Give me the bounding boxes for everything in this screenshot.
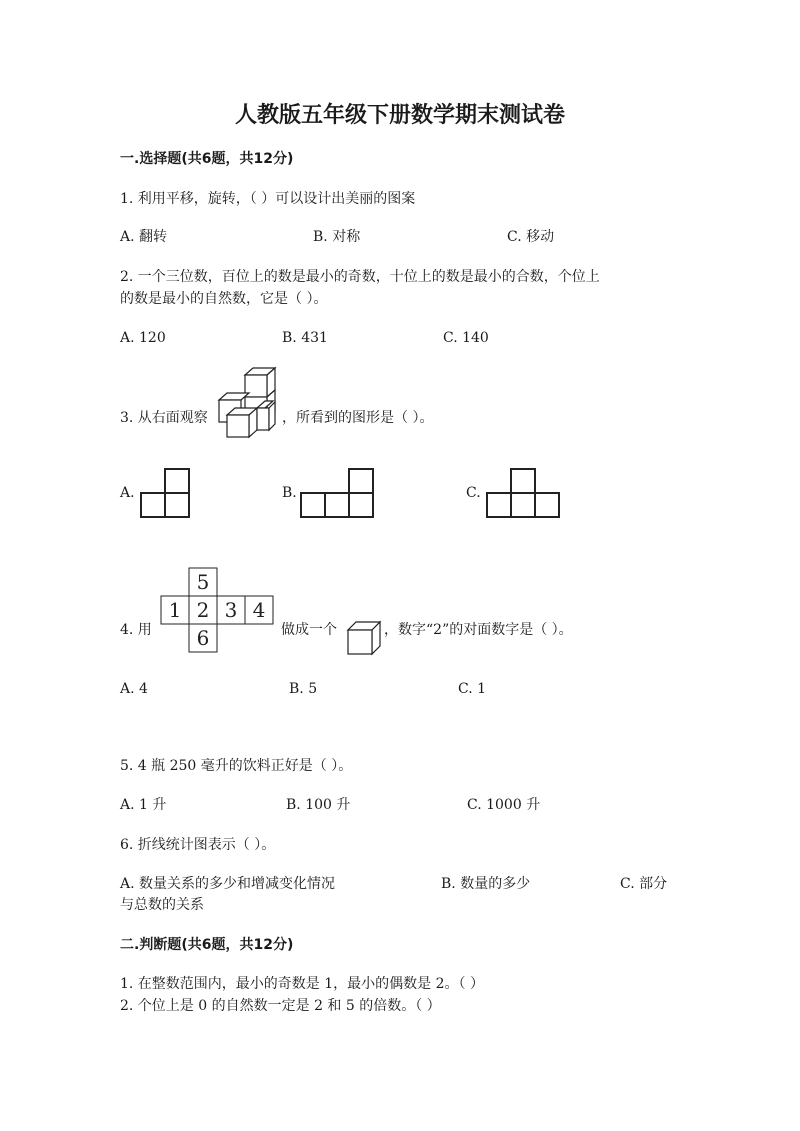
q3-option-c-label: C. [466,485,481,501]
q3-option-b-figure [300,468,376,520]
question-5-text: 5. 4 瓶 250 毫升的饮料正好是（ ）。 [120,758,353,774]
question-4-middle: 做成一个 [281,622,337,638]
q3-option-a-label: A. [120,485,135,501]
q3-option-a-figure [140,468,192,520]
q1-option-c: C. 移动 [507,229,555,245]
net-number-2: 2 [196,598,210,622]
q6-option-a: A. 数量关系的多少和增减变化情况 [120,876,336,892]
question-3-suffix: ，所看到的图形是（ ）。 [282,410,434,426]
q5-option-a: A. 1 升 [120,797,167,813]
q1-option-a: A. 翻转 [120,229,168,245]
net-number-1: 1 [168,598,182,622]
q4-option-b: B. 5 [289,681,318,697]
q2-option-a: A. 120 [120,330,166,346]
net-number-4: 4 [252,598,266,622]
question-4-suffix: ，数字“2”的对面数字是（ ）。 [384,622,573,638]
q3-cube-stack-figure [217,367,279,445]
q5-option-c: C. 1000 升 [467,797,541,813]
question-4-prefix: 4. 用 [120,622,152,638]
section-heading-judgment: 二.判断题(共6题，共12分) [120,937,294,953]
q4-option-a: A. 4 [120,681,148,697]
q6-option-c: C. 部分 [620,876,668,892]
net-number-5: 5 [196,570,210,594]
q4-option-c: C. 1 [458,681,487,697]
q5-option-b: B. 100 升 [286,797,351,813]
section-heading-choice: 一.选择题(共6题，共12分) [120,151,294,167]
question-3-prefix: 3. 从右面观察 [120,410,208,426]
q4-cube-net-figure [160,567,276,655]
judgment-question-1: 1. 在整数范围内，最小的奇数是 1，最小的偶数是 2。（ ） [120,976,484,992]
q1-option-b: B. 对称 [313,229,361,245]
q6-option-b: B. 数量的多少 [441,876,531,892]
q3-option-c-figure [486,468,562,520]
net-number-6: 6 [196,626,210,650]
q4-cube-figure [346,620,382,656]
question-2-line1: 2. 一个三位数，百位上的数是最小的奇数，十位上的数是最小的合数，个位上 [120,269,600,285]
q2-option-c: C. 140 [443,330,489,346]
q6-option-c-continued: 与总数的关系 [120,897,204,913]
judgment-question-2: 2. 个位上是 0 的自然数一定是 2 和 5 的倍数。（ ） [120,998,441,1014]
question-6-text: 6. 折线统计图表示（ ）。 [120,837,276,853]
q2-option-b: B. 431 [282,330,328,346]
page-title: 人教版五年级下册数学期末测试卷 [234,103,565,128]
question-1-text: 1. 利用平移，旋转，（ ）可以设计出美丽的图案 [120,191,416,207]
net-number-3: 3 [224,598,238,622]
q3-option-b-label: B. [282,485,297,501]
question-2-line2: 的数是最小的自然数，它是（ ）。 [120,291,328,307]
